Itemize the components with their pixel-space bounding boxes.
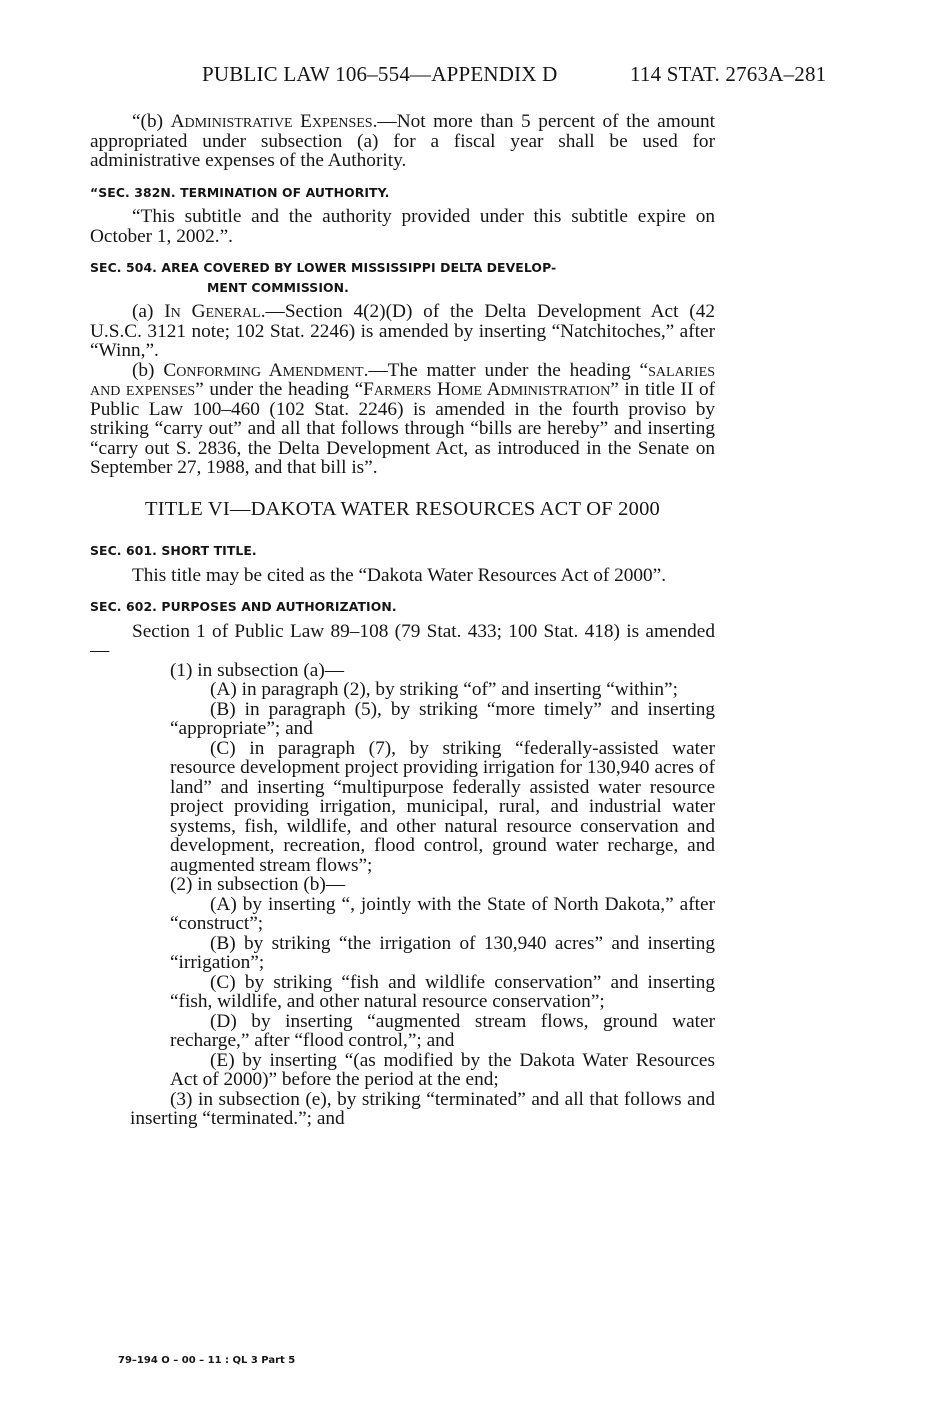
header-law-citation: PUBLIC LAW 106–554—APPENDIX D (202, 62, 558, 86)
paragraph-3: (3) in subsection (e), by striking “terminated” and all that follows and inserting “terminated.”; and (130, 1088, 715, 1129)
paragraph-1: (1) in subsection (a)— (170, 659, 345, 681)
paragraph-lead: (b) (132, 359, 164, 381)
sec-504-heading-line1: SEC. 504. AREA COVERED BY LOWER MISSISSIPPI DELTA DEVELOP- (90, 260, 557, 275)
sec-504-a (90, 302, 715, 361)
sec-382n-text: “This subtitle and the authority provided under this subtitle expire on October 1, 2002.”. (90, 206, 715, 247)
paragraph-2-c: (C) by striking “fish and wildlife conservation” and inserting “fish, wildlife, and other natural resource conservation”; (170, 971, 715, 1012)
paragraph-1-b: (B) in paragraph (5), by striking “more timely” and inserting “appropriate”; and (170, 698, 715, 739)
paragraph-text: .—The matter under the heading “ (363, 359, 649, 381)
paragraph-2-a: (A) by inserting “, jointly with the State of North Dakota,” after “construct”; (170, 893, 715, 934)
running-header (202, 62, 862, 87)
sec-602-heading: SEC. 602. PURPOSES AND AUTHORIZATION. (90, 599, 397, 614)
sec-601-text: This title may be cited as the “Dakota Water Resources Act of 2000”. (132, 564, 667, 586)
quoted-heading: salaries and expenses (90, 359, 716, 400)
sec-602-intro: Section 1 of Public Law 89–108 (79 Stat. 433; 100 Stat. 418) is amended— (90, 620, 715, 661)
sec-504-heading-line2: MENT COMMISSION. (207, 279, 349, 295)
paragraph-2: (2) in subsection (b)— (170, 874, 346, 895)
admin-expenses-paragraph (90, 112, 715, 171)
sec-601-heading: SEC. 601. SHORT TITLE. (90, 543, 257, 558)
quoted-heading: Farmers Home Administration (363, 379, 611, 400)
paragraph-text: ” in title II of Public Law 100–460 (102 Stat. 2246) is amended in the fourth proviso by striking “carry out” and all that follows through “bills are hereby” and inserting “carry out S. 2836, the Delta Development Act, as introduced in the Senate on September 27, 1988, and that bill is”. (90, 379, 716, 478)
paragraph-heading: Administrative Expenses (170, 111, 373, 132)
paragraph-text: ” under the heading “ (195, 379, 364, 400)
paragraph-2-b: (B) by striking “the irrigation of 130,940 acres” and inserting “irrigation”; (170, 932, 715, 973)
paragraph-heading: Conforming Amendment (163, 359, 364, 381)
paragraph-text: .—Not more than 5 percent of the amount appropriated under subsection (a) for a fiscal year shall be used for administrative expenses of the Authority. (90, 111, 715, 171)
sec-382n-heading: “SEC. 382N. TERMINATION OF AUTHORITY. (90, 184, 390, 200)
sec-504-heading (90, 258, 715, 297)
paragraph-heading: In General (164, 301, 261, 322)
paragraph-lead: “(b) (132, 111, 171, 132)
paragraph-lead: (a) (132, 301, 165, 322)
paragraph-1-a: (A) in paragraph (2), by striking “of” and inserting “within”; (210, 679, 678, 700)
footer-jacket-number: 79–194 O – 00 – 11 : QL 3 Part 5 (118, 1355, 296, 1366)
sec-504-b (90, 361, 715, 478)
paragraph-text: .—Section 4(2)(D) of the Delta Development Act (42 U.S.C. 3121 note; 102 Stat. 2246) is amended by inserting “Natchitoches,” after “Winn,”. (90, 301, 715, 361)
header-stat-citation: 114 STAT. 2763A–281 (630, 62, 827, 86)
document-body (90, 112, 715, 1129)
paragraph-2-e: (E) by inserting “(as modified by the Dakota Water Resources Act of 2000)” before the period at the end; (170, 1049, 715, 1090)
title-vi-heading: TITLE VI—DAKOTA WATER RESOURCES ACT OF 2000 (145, 497, 660, 520)
paragraph-1-c: (C) in paragraph (7), by striking “federally-assisted water resource development project providing irrigation for 130,940 acres of land” and inserting “multipurpose federally assisted water resource project providing irrigation, municipal, rural, and industrial water systems, fish, wildlife, and other natural resource conservation and development, recreation, flood control, ground water recharge, and augmented stream flows”; (170, 737, 715, 876)
paragraph-2-d: (D) by inserting “augmented stream flows, ground water recharge,” after “flood control,”; and (170, 1010, 715, 1051)
